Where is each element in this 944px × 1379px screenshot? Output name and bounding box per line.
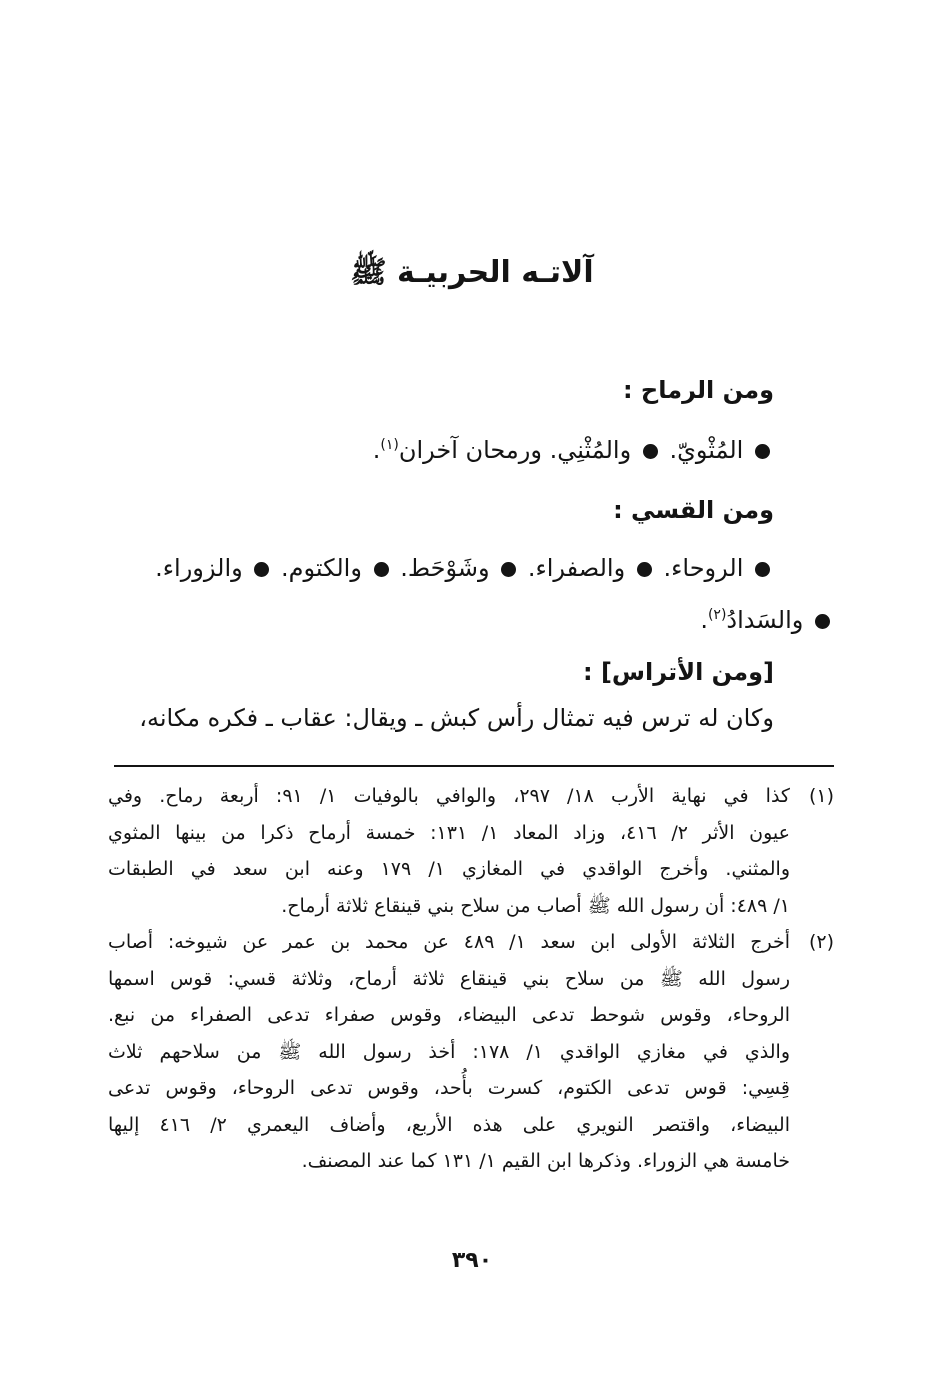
page-title: آلاتـه الحربيـة ﷺ: [350, 255, 594, 290]
list-item: وشَوْحَط.: [400, 554, 490, 582]
section-heading: ومن الرماح :: [622, 376, 774, 404]
section-spears: [100, 370, 774, 470]
bows-list-line-2: [100, 600, 834, 640]
section-heading: ومن القسي :: [613, 496, 774, 524]
footnote-separator: [114, 765, 834, 767]
bullet-icon: [637, 562, 652, 577]
section-bows: [100, 490, 804, 640]
footnote-line: والذي في مغازي الواقدي ١/ ١٧٨: أخذ رسول الله ﷺ من سلاحهم ثلاث: [108, 1040, 790, 1063]
footnote-line: قِسِي: قوس تدعى الكتوم، كسرت بأُحد، وقوس تدعى الروحاء، وقوس تدعى: [108, 1077, 790, 1099]
bullet-icon: [815, 614, 830, 629]
bullet-icon: [374, 562, 389, 577]
footnote-line: البيضاء، واقتصر النويري على هذه الأربع، وأضاف اليعمري ٢/ ٤١٦ إليها: [108, 1113, 790, 1136]
footnote-line: أخرج الثلاثة الأولى ابن سعد ١/ ٤٨٩ عن محمد بن عمر عن شيوخه: أصاب: [108, 931, 790, 953]
footnote-line: ١/ ٤٨٩: أن رسول الله ﷺ أصاب من سلاح بني قينقاع ثلاثة أرماح.: [281, 894, 790, 917]
footnote-number: (٢): [808, 931, 834, 953]
footnote-line: كذا في نهاية الأرب ١٨/ ٢٩٧، والوافي بالوفيات ١/ ٩١: أربعة رماح. وفي: [108, 785, 790, 807]
footnote-number: (١): [808, 785, 834, 807]
list-item: الروحاء.: [663, 554, 744, 582]
bullet-icon: [755, 562, 770, 577]
footnote-ref: (١): [380, 437, 399, 453]
punctuation: .: [372, 436, 381, 464]
spears-list: [100, 430, 774, 470]
punctuation: .: [700, 606, 708, 634]
section-heading: [ومن الأتراس] :: [582, 658, 774, 686]
list-item: والصفراء.: [527, 554, 626, 582]
bullet-icon: [501, 562, 516, 577]
shields-text: وكان له ترس فيه تمثال رأس كبش ـ ويقال: عقاب ـ فكره مكانه،: [139, 704, 774, 732]
list-item: والسَدادُ: [726, 606, 804, 634]
page-number: ٣٩٠: [451, 1248, 493, 1273]
list-item: والكتوم.: [280, 554, 362, 582]
footnote-2: [108, 924, 834, 1180]
list-item: والزوراء.: [155, 554, 243, 582]
list-item: والمُثْنِي. ورمحان آخران: [398, 436, 632, 464]
section-shields: [139, 652, 774, 738]
bullet-icon: [254, 562, 269, 577]
bullet-icon: [643, 444, 658, 459]
bullet-icon: [755, 444, 770, 459]
footnote-ref: (٢): [707, 607, 727, 623]
bows-list-line-1: [100, 548, 774, 588]
footnotes: [108, 778, 834, 1180]
footnote-line: والمثني. وأخرج الواقدي في المغازي ١/ ١٧٩ وعنه ابن سعد في الطبقات: [108, 858, 790, 880]
list-item: المُثْويّ.: [669, 436, 744, 464]
footnote-line: خامسة هي الزوراء. وذكرها ابن القيم ١/ ١٣١ كما عند المصنف.: [301, 1150, 790, 1172]
footnote-line: الروحاء، وقوس شوحط تدعى البيضاء، وقوس صفراء تدعى الصفراء من نبع.: [108, 1004, 790, 1026]
footnote-line: رسول الله ﷺ من سلاح بني قينقاع ثلاثة أرماح، وثلاثة قسي: قوس اسمها: [108, 967, 790, 990]
footnote-line: عيون الأثر ٢/ ٤١٦، وزاد المعاد ١/ ١٣١: خمسة أرماح ذكرا من بينها المثوي: [108, 821, 791, 844]
footnote-1: [108, 778, 834, 924]
